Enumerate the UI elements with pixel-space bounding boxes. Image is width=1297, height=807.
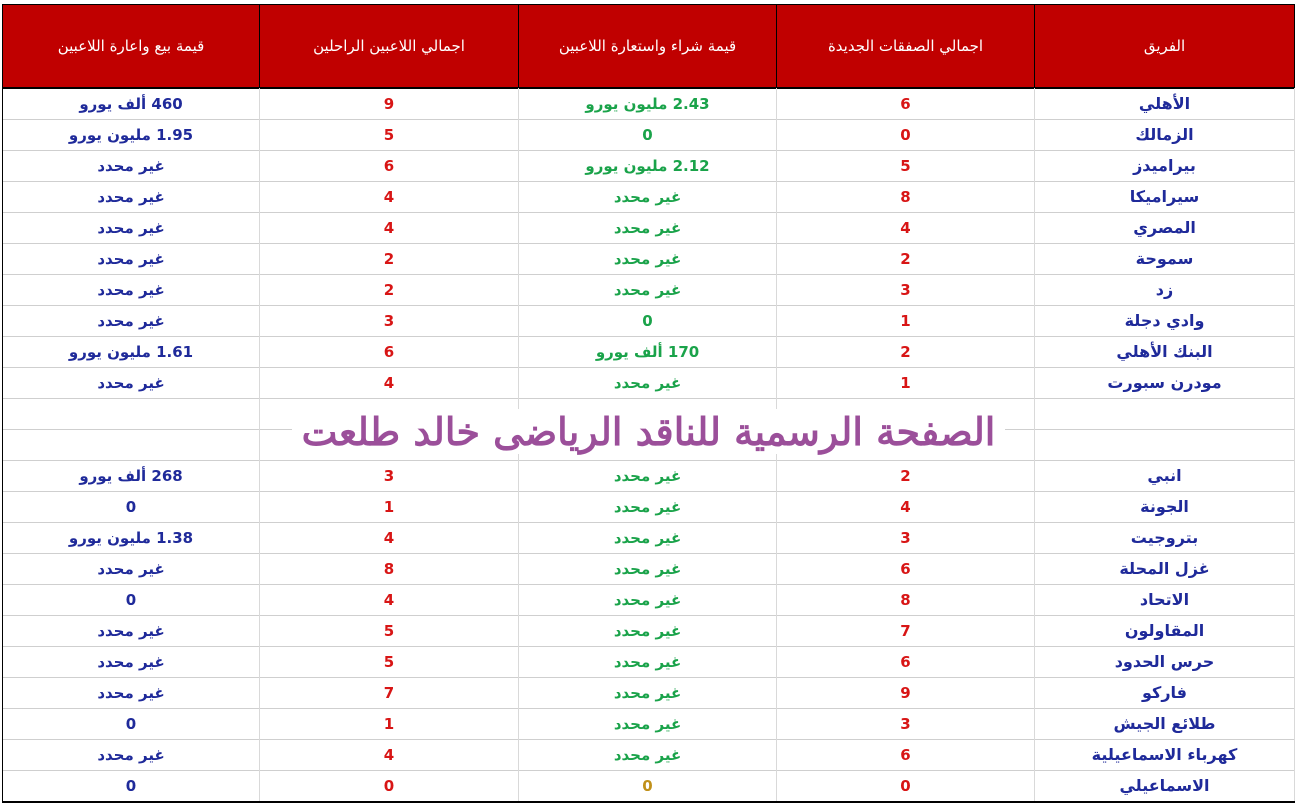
table-row [2,398,1295,430]
table-row [2,491,1295,523]
cell-team: الجونة [1035,491,1295,522]
header-row [2,4,1295,89]
cell-leaving: 4 [260,212,519,243]
cell-deals: 1 [777,305,1035,336]
cell-deals: 1 [777,367,1035,398]
cell-team: بيراميدز [1035,150,1295,181]
cell-deals [777,429,1035,460]
cell-sell: 0 [2,770,260,801]
cell-buy: 2.43 مليون يورو [519,88,777,119]
cell-sell: 460 ألف يورو [2,88,260,119]
cell-buy: غير محدد [519,212,777,243]
cell-leaving: 1 [260,491,519,522]
cell-team: الأهلي [1035,88,1295,119]
cell-team: بتروجيت [1035,522,1295,553]
cell-leaving: 4 [260,739,519,770]
table-row [2,677,1295,709]
cell-leaving: 5 [260,646,519,677]
cell-sell: غير محدد [2,150,260,181]
cell-deals: 3 [777,708,1035,739]
cell-leaving: 9 [260,88,519,119]
table-row [2,367,1295,399]
table-row [2,460,1295,492]
table-row [2,646,1295,678]
cell-team: الاتحاد [1035,584,1295,615]
cell-team [1035,398,1295,429]
cell-team [1035,429,1295,460]
cell-sell: غير محدد [2,553,260,584]
table-row [2,708,1295,740]
cell-buy: 0 [519,770,777,801]
cell-sell: غير محدد [2,243,260,274]
table-row [2,584,1295,616]
cell-sell: غير محدد [2,305,260,336]
cell-deals: 7 [777,615,1035,646]
cell-buy: 2.12 مليون يورو [519,150,777,181]
cell-buy: غير محدد [519,615,777,646]
cell-sell [2,398,260,429]
cell-team: حرس الحدود [1035,646,1295,677]
cell-buy [519,398,777,429]
cell-deals: 8 [777,584,1035,615]
cell-buy: غير محدد [519,491,777,522]
table-row [2,150,1295,182]
cell-buy: غير محدد [519,553,777,584]
cell-buy: 170 ألف يورو [519,336,777,367]
cell-buy: غير محدد [519,243,777,274]
cell-team: الاسماعيلي [1035,770,1295,801]
cell-team: البنك الأهلي [1035,336,1295,367]
table-row [2,739,1295,771]
table-row [2,615,1295,647]
cell-deals: 9 [777,677,1035,708]
cell-buy: غير محدد [519,646,777,677]
table-row [2,181,1295,213]
cell-team: الزمالك [1035,119,1295,150]
cell-leaving: 5 [260,615,519,646]
cell-sell: غير محدد [2,646,260,677]
cell-team: غزل المحلة [1035,553,1295,584]
cell-team: وادي دجلة [1035,305,1295,336]
cell-deals: 2 [777,243,1035,274]
header-buy-value: قيمة شراء واستعارة اللاعبين [519,5,777,87]
cell-leaving [260,398,519,429]
cell-leaving: 4 [260,584,519,615]
cell-deals: 0 [777,119,1035,150]
cell-team: سموحة [1035,243,1295,274]
cell-sell: 1.95 مليون يورو [2,119,260,150]
cell-leaving: 1 [260,708,519,739]
cell-team: مودرن سبورت [1035,367,1295,398]
cell-team: طلائع الجيش [1035,708,1295,739]
cell-sell: غير محدد [2,367,260,398]
cell-leaving: 4 [260,181,519,212]
cell-buy: 0 [519,305,777,336]
cell-leaving: 6 [260,150,519,181]
cell-deals: 2 [777,460,1035,491]
cell-deals: 4 [777,212,1035,243]
cell-leaving: 2 [260,274,519,305]
cell-team: زد [1035,274,1295,305]
cell-team: المصري [1035,212,1295,243]
cell-buy: غير محدد [519,739,777,770]
cell-deals: 6 [777,646,1035,677]
table-row [2,305,1295,337]
cell-leaving: 3 [260,305,519,336]
cell-deals: 0 [777,770,1035,801]
header-leaving-players: اجمالي اللاعبين الراحلين [260,5,519,87]
table-row [2,243,1295,275]
cell-leaving: 4 [260,522,519,553]
cell-deals: 6 [777,739,1035,770]
cell-sell: 0 [2,491,260,522]
table-row [2,88,1295,120]
table-row [2,429,1295,461]
table-row [2,553,1295,585]
cell-sell: غير محدد [2,615,260,646]
cell-team: انبي [1035,460,1295,491]
cell-deals: 3 [777,522,1035,553]
cell-leaving [260,429,519,460]
cell-sell: 1.61 مليون يورو [2,336,260,367]
cell-buy: 0 [519,119,777,150]
cell-deals: 3 [777,274,1035,305]
cell-sell: 1.38 مليون يورو [2,522,260,553]
cell-buy: غير محدد [519,274,777,305]
cell-leaving: 0 [260,770,519,801]
cell-sell: غير محدد [2,212,260,243]
cell-deals: 6 [777,553,1035,584]
cell-sell: غير محدد [2,274,260,305]
cell-team: فاركو [1035,677,1295,708]
cell-team: المقاولون [1035,615,1295,646]
cell-sell: غير محدد [2,677,260,708]
cell-buy: غير محدد [519,584,777,615]
cell-deals: 2 [777,336,1035,367]
cell-buy: غير محدد [519,367,777,398]
watermark-text: الصفحة الرسمية للناقد الرياضى خالد طلعت [292,409,1006,454]
cell-sell: 0 [2,584,260,615]
table-row [2,770,1295,803]
header-team: الفريق [1035,5,1295,87]
cell-sell: 268 ألف يورو [2,460,260,491]
cell-team: كهرباء الاسماعيلية [1035,739,1295,770]
cell-leaving: 3 [260,460,519,491]
cell-deals: 5 [777,150,1035,181]
cell-buy [519,429,777,460]
header-new-deals: اجمالي الصفقات الجديدة [777,5,1035,87]
table-row [2,336,1295,368]
cell-deals [777,398,1035,429]
cell-buy: غير محدد [519,522,777,553]
cell-sell [2,429,260,460]
cell-buy: غير محدد [519,181,777,212]
cell-buy: غير محدد [519,708,777,739]
header-sell-value: قيمة بيع واعارة اللاعبين [2,5,260,87]
cell-buy: غير محدد [519,460,777,491]
cell-deals: 4 [777,491,1035,522]
cell-sell: غير محدد [2,181,260,212]
cell-leaving: 7 [260,677,519,708]
cell-buy: غير محدد [519,677,777,708]
table-row [2,119,1295,151]
cell-deals: 8 [777,181,1035,212]
cell-leaving: 5 [260,119,519,150]
cell-deals: 6 [777,88,1035,119]
cell-sell: غير محدد [2,739,260,770]
table-row [2,274,1295,306]
cell-team: سيراميكا [1035,181,1295,212]
table-row [2,522,1295,554]
cell-leaving: 6 [260,336,519,367]
table-row [2,212,1295,244]
cell-leaving: 2 [260,243,519,274]
cell-leaving: 4 [260,367,519,398]
cell-leaving: 8 [260,553,519,584]
cell-sell: 0 [2,708,260,739]
